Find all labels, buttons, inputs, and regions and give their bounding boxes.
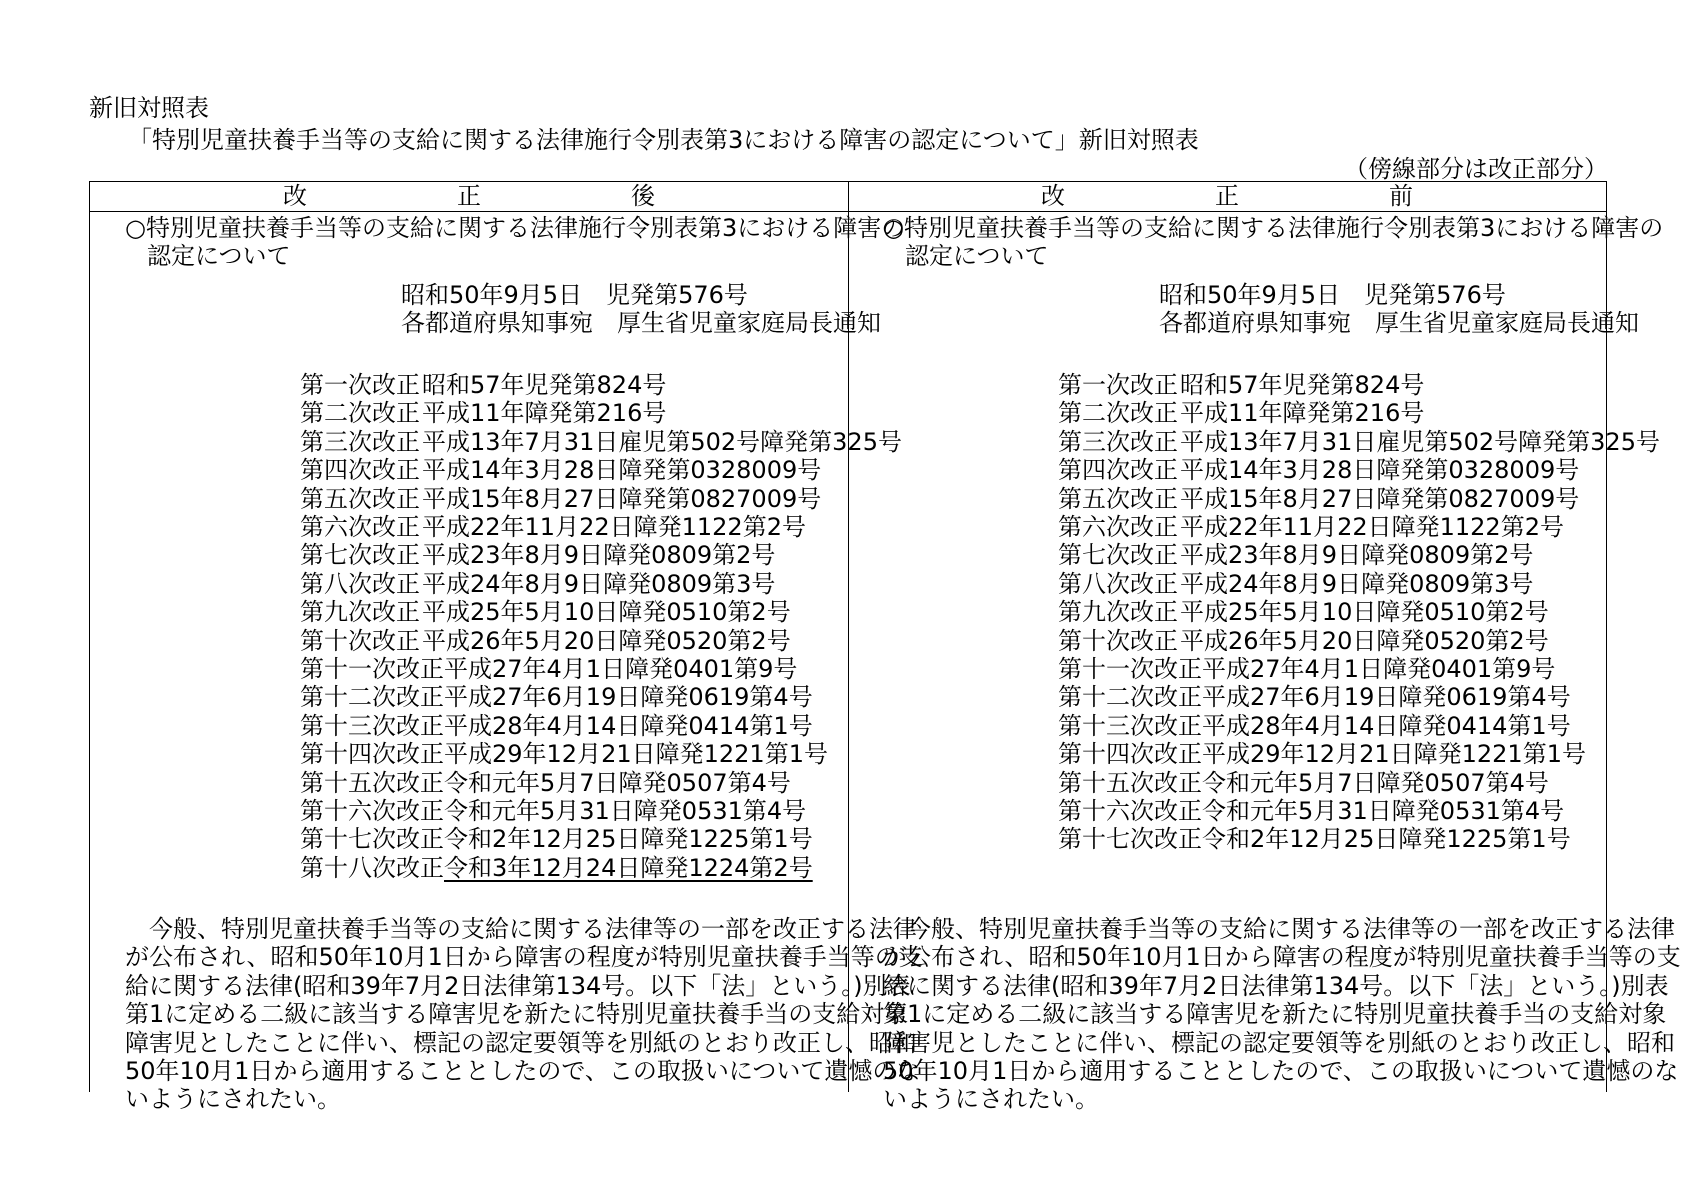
body-paragraph-line: 今般、特別児童扶養手当等の支給に関する法律等の一部を改正する法律: [883, 915, 1675, 943]
amendment-reference: 平成25年5月10日障発0510第2号: [422, 598, 791, 627]
amendment-number: 第四次改正: [300, 456, 420, 485]
amendment-row: [1058, 769, 1549, 797]
column-header-char: 改: [283, 182, 307, 210]
body-paragraph-line: 第1に定める二級に該当する障害児を新たに特別児童扶養手当の支給対象: [883, 1000, 1667, 1029]
amendment-number: 第六次改正: [300, 513, 420, 541]
document-label: 新旧対照表: [89, 94, 209, 122]
amendment-row: [300, 428, 902, 456]
amendment-row: [300, 399, 666, 427]
amendment-row: [1058, 428, 1660, 456]
amendment-row: [300, 825, 813, 853]
amendment-reference: 平成22年11月22日障発1122第2号: [1180, 513, 1564, 541]
amendment-row: [300, 769, 791, 797]
amendment-number: 第十二次改正: [300, 683, 444, 712]
amendment-number: 第十二次改正: [1058, 683, 1202, 712]
amendment-number: 第十次改正: [1058, 626, 1178, 655]
amendment-number: 第八次改正: [300, 569, 420, 598]
column-header: [848, 182, 1606, 211]
amendment-number: 第十六次改正: [300, 797, 444, 825]
amendment-reference: 平成28年4月14日障発0414第1号: [444, 711, 813, 740]
amendment-reference: 平成27年6月19日障発0619第4号: [1202, 683, 1571, 712]
amendment-row: [300, 854, 813, 882]
amendment-reference: 平成22年11月22日障発1122第2号: [422, 513, 806, 541]
amendment-number: 第六次改正: [1058, 513, 1178, 541]
amendment-reference: 平成28年4月14日障発0414第1号: [1202, 711, 1571, 740]
amendment-number: 第三次改正: [300, 427, 420, 456]
amendment-reference: 平成24年8月9日障発0809第3号: [422, 569, 776, 598]
notice-heading: ○特別児童扶養手当等の支給に関する法律施行令別表第3における障害の: [883, 214, 1664, 242]
amendment-number: 第一次改正: [1058, 371, 1178, 399]
amendment-reference: 令和元年5月31日障発0531第4号: [444, 797, 807, 825]
amendment-row: [300, 740, 828, 768]
column-header-char: 改: [1041, 182, 1065, 210]
amendment-row: [1058, 825, 1571, 853]
amendment-number: 第七次改正: [1058, 541, 1178, 570]
amendment-reference: 平成13年7月31日雇児第502号障発第325号: [1180, 427, 1660, 456]
amendment-reference: 平成14年3月28日障発第0328009号: [1180, 456, 1580, 485]
amendment-number: 第十一次改正: [300, 655, 444, 683]
amendment-reference: 昭和57年児発第824号: [1180, 371, 1425, 399]
body-paragraph-line: が公布され、昭和50年10月1日から障害の程度が特別児童扶養手当等の支: [125, 943, 923, 972]
amendment-row: [300, 683, 813, 711]
amendment-row: [1058, 570, 1533, 598]
column-header: [90, 182, 848, 211]
amendment-number: 第十四次改正: [1058, 740, 1202, 769]
amendment-number: 第二次改正: [300, 399, 420, 428]
amendment-reference: 令和元年5月7日障発0507第4号: [444, 768, 791, 797]
issue-info: 昭和50年9月5日 児発第576号: [1159, 281, 1506, 309]
amendment-number: 第十八次改正: [300, 853, 444, 882]
amendment-number: 第五次改正: [300, 484, 420, 513]
amendment-row: [300, 570, 775, 598]
underline-note: （傍線部分は改正部分）: [1344, 155, 1608, 183]
amendment-reference: 平成25年5月10日障発0510第2号: [1180, 598, 1549, 627]
issue-info: 昭和50年9月5日 児発第576号: [401, 281, 748, 309]
amendment-row: [300, 655, 797, 683]
amendment-reference: 平成15年8月27日障発第0827009号: [1180, 484, 1580, 513]
amendment-row: [1058, 655, 1555, 683]
body-paragraph-line: 50年10月1日から適用することとしたので、この取扱いについて遺憾のな: [883, 1057, 1679, 1085]
amendment-reference: 令和2年12月25日障発1225第1号: [444, 825, 813, 854]
amendment-reference: 令和3年12月24日障発1224第2号: [444, 853, 813, 882]
amendment-reference: 平成27年4月1日障発0401第9号: [444, 655, 798, 683]
amendment-row: [300, 371, 666, 399]
column-after-revision: [90, 182, 923, 1114]
amendment-number: 第三次改正: [1058, 427, 1178, 456]
amendment-row: [300, 797, 806, 825]
column-header-char: 正: [1215, 182, 1239, 210]
body-paragraph-line: いようにされたい。: [883, 1085, 1099, 1114]
amendment-row: [1058, 627, 1549, 655]
amendment-number: 第九次改正: [300, 598, 420, 627]
comparison-table: [89, 181, 1681, 1114]
body-paragraph-line: 障害児としたことに伴い、標記の認定要領等を別紙のとおり改正し、昭和: [125, 1028, 917, 1057]
amendment-row: [300, 541, 775, 569]
notice-heading: 認定について: [905, 242, 1049, 270]
amendment-reference: 平成26年5月20日障発0520第2号: [422, 626, 791, 655]
amendment-row: [300, 456, 821, 484]
amendment-reference: 平成26年5月20日障発0520第2号: [1180, 626, 1549, 655]
amendment-reference: 平成15年8月27日障発第0827009号: [422, 484, 822, 513]
body-paragraph-line: 障害児としたことに伴い、標記の認定要領等を別紙のとおり改正し、昭和: [883, 1028, 1675, 1057]
amendment-reference: 平成27年4月1日障発0401第9号: [1202, 655, 1556, 683]
amendment-number: 第十四次改正: [300, 740, 444, 769]
amendment-number: 第十次改正: [300, 626, 420, 655]
column-before-revision: [848, 182, 1681, 1114]
amendment-row: [1058, 513, 1564, 541]
document-title: 「特別児童扶養手当等の支給に関する法律施行令別表第3における障害の認定について」新旧対照表: [128, 126, 1199, 154]
amendment-number: 第八次改正: [1058, 569, 1178, 598]
amendment-reference: 平成23年8月9日障発0809第2号: [1180, 541, 1534, 570]
notice-heading: ○特別児童扶養手当等の支給に関する法律施行令別表第3における障害の: [125, 214, 906, 242]
amendment-number: 第十七次改正: [300, 825, 444, 854]
amendment-reference: 平成23年8月9日障発0809第2号: [422, 541, 776, 570]
column-header-char: 後: [631, 182, 655, 210]
amendment-row: [300, 627, 791, 655]
body-paragraph-line: 50年10月1日から適用することとしたので、この取扱いについて遺憾のな: [125, 1057, 921, 1085]
amendment-row: [1058, 712, 1571, 740]
notice-heading: 認定について: [147, 242, 291, 270]
amendment-reference: 平成11年障発第216号: [1180, 399, 1425, 428]
amendment-row: [300, 485, 821, 513]
amendment-reference: 平成29年12月21日障発1221第1号: [444, 740, 828, 769]
amendment-number: 第十一次改正: [1058, 655, 1202, 683]
amendment-number: 第十七次改正: [1058, 825, 1202, 854]
body-paragraph-line: いようにされたい。: [125, 1085, 341, 1114]
amendment-row: [1058, 399, 1424, 427]
amendment-number: 第九次改正: [1058, 598, 1178, 627]
amendment-row: [1058, 683, 1571, 711]
amendment-number: 第十三次改正: [1058, 711, 1202, 740]
amendment-row: [300, 712, 813, 740]
column-header-char: 前: [1389, 182, 1413, 210]
amendment-reference: 平成24年8月9日障発0809第3号: [1180, 569, 1534, 598]
amendment-row: [1058, 797, 1564, 825]
amendment-number: 第四次改正: [1058, 456, 1178, 485]
amendment-number: 第一次改正: [300, 371, 420, 399]
amendment-number: 第十六次改正: [1058, 797, 1202, 825]
body-paragraph-line: が公布され、昭和50年10月1日から障害の程度が特別児童扶養手当等の支: [883, 943, 1681, 972]
column-header-char: 正: [457, 182, 481, 210]
amendment-row: [300, 598, 791, 626]
amendment-number: 第二次改正: [1058, 399, 1178, 428]
issue-info: 各都道府県知事宛 厚生省児童家庭局長通知: [1159, 309, 1639, 337]
body-paragraph-line: 給に関する法律(昭和39年7月2日法律第134号。以下「法」という。)別表: [125, 971, 911, 1000]
amendment-reference: 昭和57年児発第824号: [422, 371, 667, 399]
amendment-reference: 令和元年5月31日障発0531第4号: [1202, 797, 1565, 825]
amendment-reference: 平成14年3月28日障発第0328009号: [422, 456, 822, 485]
body-paragraph-line: 今般、特別児童扶養手当等の支給に関する法律等の一部を改正する法律: [125, 915, 917, 943]
amendment-number: 第五次改正: [1058, 484, 1178, 513]
amendment-number: 第十三次改正: [300, 711, 444, 740]
amendment-reference: 令和2年12月25日障発1225第1号: [1202, 825, 1571, 854]
amendment-row: [1058, 485, 1579, 513]
amendment-row: [1058, 456, 1579, 484]
amendment-reference: 平成13年7月31日雇児第502号障発第325号: [422, 427, 902, 456]
amendment-reference: 平成11年障発第216号: [422, 399, 667, 428]
amendment-number: 第七次改正: [300, 541, 420, 570]
body-paragraph-line: 第1に定める二級に該当する障害児を新たに特別児童扶養手当の支給対象: [125, 1000, 909, 1029]
amendment-reference: 令和元年5月7日障発0507第4号: [1202, 768, 1549, 797]
body-paragraph-line: 給に関する法律(昭和39年7月2日法律第134号。以下「法」という。)別表: [883, 971, 1669, 1000]
amendment-row: [1058, 740, 1586, 768]
amendment-row: [1058, 541, 1533, 569]
amendment-reference: 平成29年12月21日障発1221第1号: [1202, 740, 1586, 769]
amendment-row: [1058, 598, 1549, 626]
amendment-reference: 平成27年6月19日障発0619第4号: [444, 683, 813, 712]
issue-info: 各都道府県知事宛 厚生省児童家庭局長通知: [401, 309, 881, 337]
amendment-number: 第十五次改正: [300, 768, 444, 797]
amendment-row: [300, 513, 806, 541]
amendment-row: [1058, 371, 1424, 399]
amendment-number: 第十五次改正: [1058, 768, 1202, 797]
